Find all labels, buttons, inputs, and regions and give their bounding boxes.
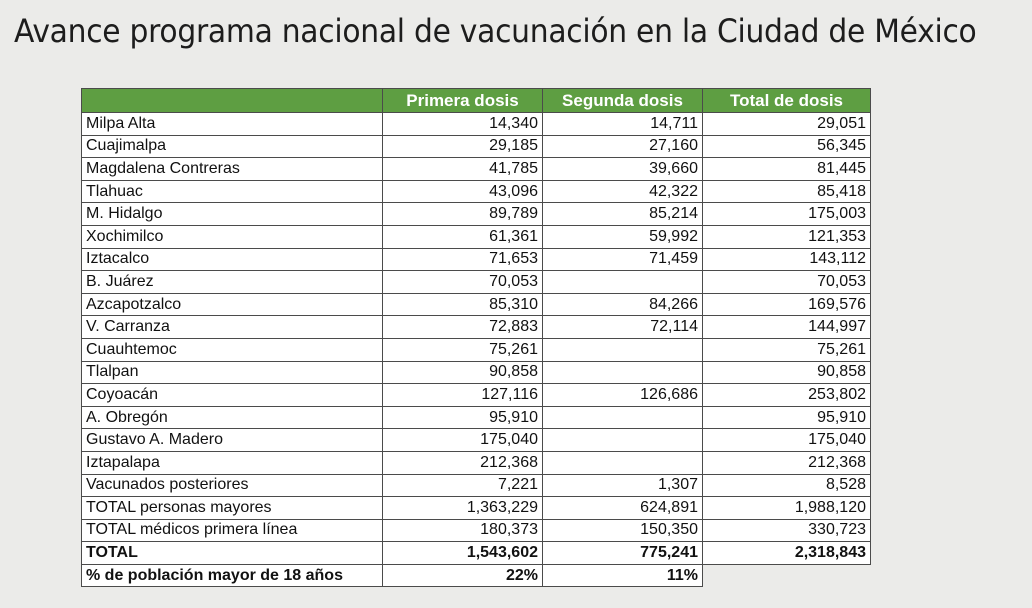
cell-total-dosis: 2,318,843	[703, 542, 871, 565]
row-label: Azcapotzalco	[82, 293, 383, 316]
cell-segunda-dosis: 59,992	[543, 225, 703, 248]
cell-primera-dosis: 127,116	[383, 384, 543, 407]
cell-total-dosis: 90,858	[703, 361, 871, 384]
cell-primera-dosis: 7,221	[383, 474, 543, 497]
table-row	[82, 135, 871, 158]
header-segunda-dosis: Segunda dosis	[543, 89, 703, 113]
row-label: Coyoacán	[82, 384, 383, 407]
cell-total-dosis: 121,353	[703, 225, 871, 248]
cell-primera-dosis: 1,363,229	[383, 497, 543, 520]
cell-segunda-dosis: 72,114	[543, 316, 703, 339]
cell-segunda-dosis: 775,241	[543, 542, 703, 565]
cell-primera-dosis: 72,883	[383, 316, 543, 339]
cell-total-dosis: 330,723	[703, 519, 871, 542]
row-label: TOTAL	[82, 542, 383, 565]
cell-total-dosis: 29,051	[703, 113, 871, 136]
cell-total-dosis: 95,910	[703, 406, 871, 429]
table-row	[82, 248, 871, 271]
row-label: Gustavo A. Madero	[82, 429, 383, 452]
cell-primera-dosis: 75,261	[383, 338, 543, 361]
table-row	[82, 474, 871, 497]
table-row	[82, 429, 871, 452]
row-label: TOTAL médicos primera línea	[82, 519, 383, 542]
cell-segunda-dosis: 39,660	[543, 158, 703, 181]
table-body	[82, 113, 871, 587]
row-label: Milpa Alta	[82, 113, 383, 136]
cell-segunda-dosis	[543, 451, 703, 474]
row-label: B. Juárez	[82, 271, 383, 294]
cell-segunda-dosis: 14,711	[543, 113, 703, 136]
cell-total-dosis: 143,112	[703, 248, 871, 271]
cell-primera-dosis: 89,789	[383, 203, 543, 226]
table-row	[82, 180, 871, 203]
table-row	[82, 225, 871, 248]
cell-total-dosis	[703, 564, 871, 587]
row-label: A. Obregón	[82, 406, 383, 429]
table-row	[82, 406, 871, 429]
cell-total-dosis: 169,576	[703, 293, 871, 316]
cell-segunda-dosis: 624,891	[543, 497, 703, 520]
row-label: % de población mayor de 18 años	[82, 564, 383, 587]
table-row	[82, 158, 871, 181]
header-primera-dosis: Primera dosis	[383, 89, 543, 113]
cell-segunda-dosis	[543, 338, 703, 361]
vaccination-table-wrapper	[81, 88, 871, 587]
cell-total-dosis: 175,040	[703, 429, 871, 452]
cell-segunda-dosis: 11%	[543, 564, 703, 587]
cell-primera-dosis: 29,185	[383, 135, 543, 158]
header-total-dosis: Total de dosis	[703, 89, 871, 113]
cell-total-dosis: 212,368	[703, 451, 871, 474]
row-label: Iztacalco	[82, 248, 383, 271]
table-row	[82, 271, 871, 294]
cell-total-dosis: 8,528	[703, 474, 871, 497]
row-label: V. Carranza	[82, 316, 383, 339]
cell-segunda-dosis: 85,214	[543, 203, 703, 226]
cell-primera-dosis: 22%	[383, 564, 543, 587]
cell-segunda-dosis: 27,160	[543, 135, 703, 158]
table-row	[82, 519, 871, 542]
table-row	[82, 203, 871, 226]
cell-segunda-dosis	[543, 429, 703, 452]
row-label: Magdalena Contreras	[82, 158, 383, 181]
cell-primera-dosis: 85,310	[383, 293, 543, 316]
cell-primera-dosis: 61,361	[383, 225, 543, 248]
row-label: Tlalpan	[82, 361, 383, 384]
cell-total-dosis: 175,003	[703, 203, 871, 226]
table-row	[82, 316, 871, 339]
row-label: M. Hidalgo	[82, 203, 383, 226]
cell-total-dosis: 85,418	[703, 180, 871, 203]
row-label: TOTAL personas mayores	[82, 497, 383, 520]
cell-segunda-dosis: 1,307	[543, 474, 703, 497]
cell-segunda-dosis	[543, 361, 703, 384]
cell-segunda-dosis: 150,350	[543, 519, 703, 542]
cell-segunda-dosis: 71,459	[543, 248, 703, 271]
cell-primera-dosis: 70,053	[383, 271, 543, 294]
cell-primera-dosis: 95,910	[383, 406, 543, 429]
cell-primera-dosis: 180,373	[383, 519, 543, 542]
row-label: Tlahuac	[82, 180, 383, 203]
cell-total-dosis: 144,997	[703, 316, 871, 339]
table-row	[82, 384, 871, 407]
row-label: Xochimilco	[82, 225, 383, 248]
table-row	[82, 113, 871, 136]
table-percent-row	[82, 564, 871, 587]
cell-segunda-dosis	[543, 406, 703, 429]
cell-primera-dosis: 14,340	[383, 113, 543, 136]
table-row	[82, 338, 871, 361]
cell-primera-dosis: 175,040	[383, 429, 543, 452]
page-title: Avance programa nacional de vacunación en la Ciudad de México	[14, 12, 977, 50]
vaccination-table	[81, 88, 871, 587]
table-row	[82, 497, 871, 520]
table-row	[82, 361, 871, 384]
cell-segunda-dosis: 126,686	[543, 384, 703, 407]
cell-primera-dosis: 41,785	[383, 158, 543, 181]
table-row	[82, 451, 871, 474]
table-header-row	[82, 89, 871, 113]
cell-segunda-dosis: 42,322	[543, 180, 703, 203]
cell-total-dosis: 253,802	[703, 384, 871, 407]
cell-total-dosis: 56,345	[703, 135, 871, 158]
cell-total-dosis: 75,261	[703, 338, 871, 361]
cell-total-dosis: 1,988,120	[703, 497, 871, 520]
row-label: Cuajimalpa	[82, 135, 383, 158]
cell-primera-dosis: 1,543,602	[383, 542, 543, 565]
header-blank	[82, 89, 383, 113]
cell-primera-dosis: 90,858	[383, 361, 543, 384]
cell-primera-dosis: 43,096	[383, 180, 543, 203]
table-row	[82, 293, 871, 316]
table-total-row	[82, 542, 871, 565]
cell-segunda-dosis	[543, 271, 703, 294]
row-label: Vacunados posteriores	[82, 474, 383, 497]
cell-total-dosis: 70,053	[703, 271, 871, 294]
cell-segunda-dosis: 84,266	[543, 293, 703, 316]
cell-total-dosis: 81,445	[703, 158, 871, 181]
row-label: Cuauhtemoc	[82, 338, 383, 361]
row-label: Iztapalapa	[82, 451, 383, 474]
cell-primera-dosis: 212,368	[383, 451, 543, 474]
cell-primera-dosis: 71,653	[383, 248, 543, 271]
